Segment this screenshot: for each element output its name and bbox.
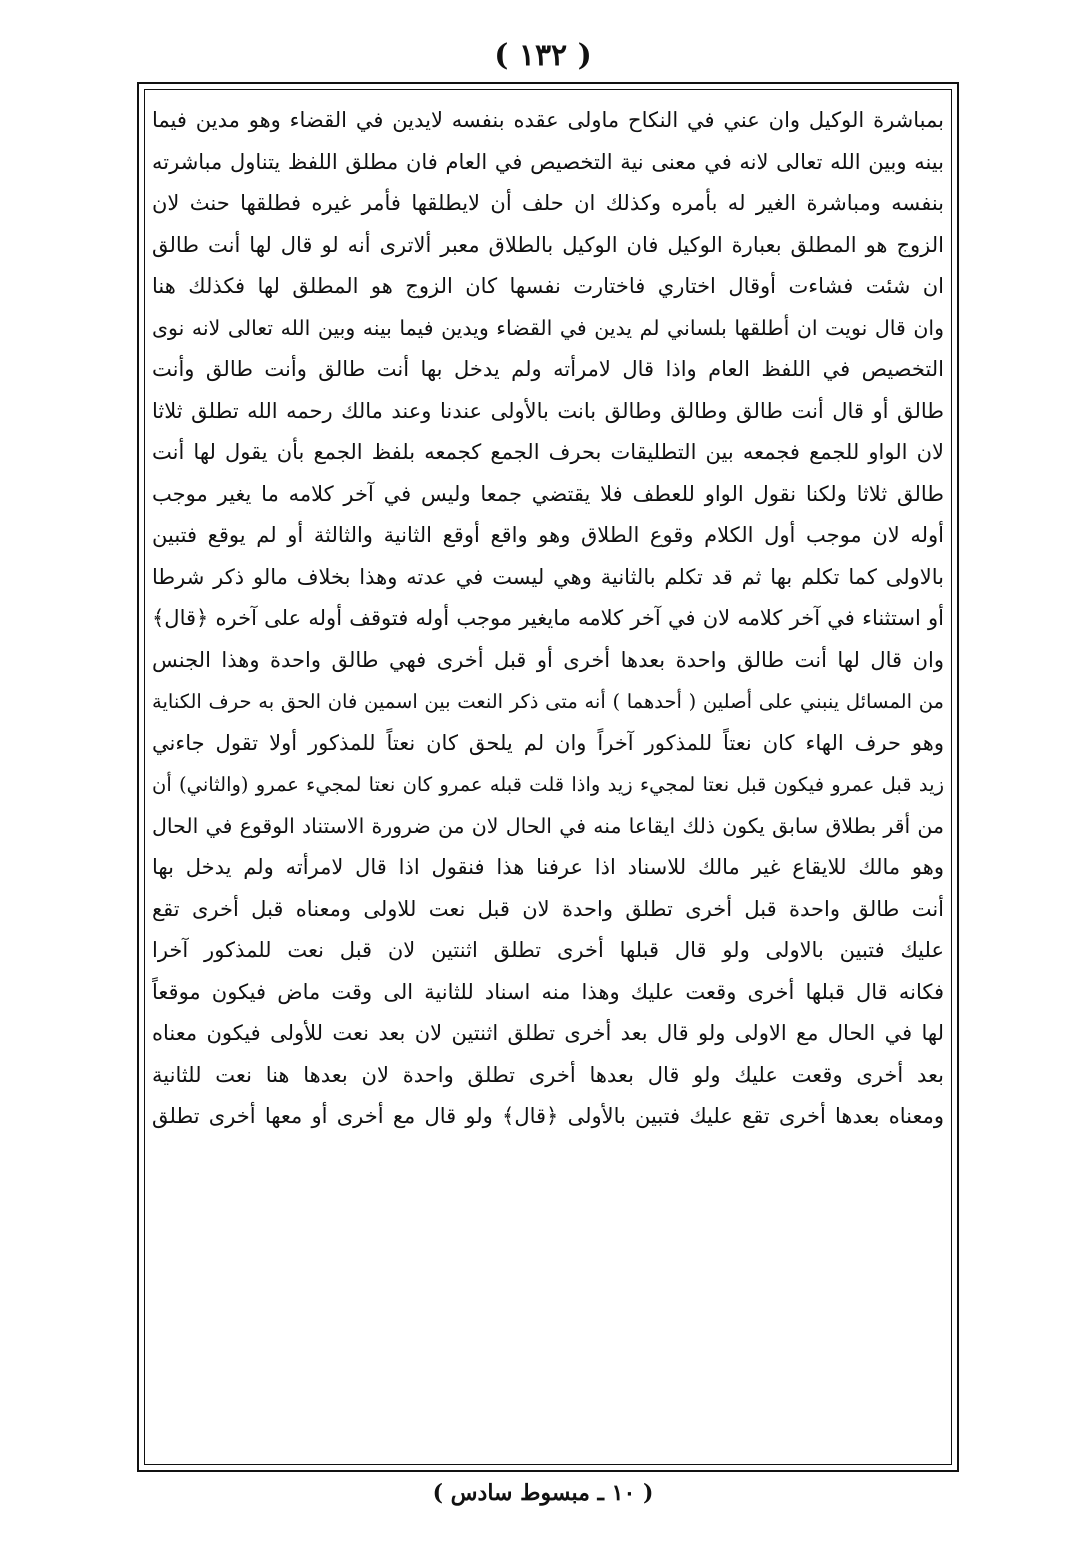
text-line: من أقر بطلاق سابق يكون ذلك ايقاعا منه في الحال لان من ضرورة الاستناد الوقوع في الحال	[152, 813, 944, 838]
text-line: وهو مالك للايقاع غير مالك للاسناد اذا عرفنا هذا فنقول اذا قال لامرأته ولم يدخل بها	[152, 855, 944, 879]
text-line: بالاولى كما تكلم بها ثم قد تكلم بالثانية وهي ليست في عدته وهذا بخلاف مالو ذكر شرطا	[152, 564, 944, 589]
text-line: بمباشرة الوكيل وان عني في النكاح ماولى عقده بنفسه لايدين في القضاء وهو مدين فيما	[152, 108, 944, 132]
text-line: فكانه قال قبلها أخرى وقعت عليك وهذا منه اسناد للثانية الى وقت ماض فيكون موقعاً	[152, 979, 944, 1004]
page-number: ( ١٣٢ )	[494, 38, 592, 73]
text-line: ان شئت فشاءت أوقال اختاري فاختارت نفسها كان الزوج هو المطلق لها فكذلك هنا	[152, 274, 944, 298]
text-line: من المسائل ينبني على أصلين ( أحدهما ) أنه متى ذكر النعت بين اسمين فان الحق به حرف الكناية	[152, 690, 944, 713]
text-line: أنت طالق واحدة قبل أخرى تطلق واحدة لان قبل نعت للاولى ومعناه قبل أخرى تقع	[152, 896, 944, 921]
text-line: طالق أو قال أنت طالق وطالق وطالق بانت بالأولى عندنا وعند مالك رحمه الله تطلق ثلاثا	[152, 398, 944, 423]
text-line: لان الواو للجمع فجمعه بين التطليقات بحرف الجمع كجمعه بلفظ الجمع بأن يقول لها أنت	[152, 440, 944, 464]
text-line: عليك فتبين بالاولى ولو قال قبلها أخرى تطلق اثنتين لان قبل نعت للمذكور آخرا	[152, 938, 944, 962]
text-line: أو استثناء في آخر كلامه لان في آخر كلامه مايغير موجب أوله فتوقف أوله على آخره ﴿قال﴾	[152, 606, 944, 630]
text-line: بعد أخرى وقعت عليك ولو قال بعدها أخرى تطلق واحدة لان بعدها هنا نعت للثانية	[152, 1062, 944, 1087]
text-line: وهو حرف الهاء كان نعتاً للمذكور آخراً وان لم يلحق كان نعتاً للمذكور أولا تقول جاءني	[152, 730, 944, 755]
text-line: التخصيص في اللفظ العام واذا قال لامرأته ولم يدخل بها أنت طالق وأنت طالق وأنت	[152, 357, 944, 381]
text-line: وان قال نويت ان أطلقها بلساني لم يدين في القضاء ويدين فيما بينه وبين الله تعالى لانه نوى	[152, 315, 944, 340]
page-footer: ( ١٠ ـ مبسوط سادس )	[432, 1480, 654, 1506]
text-line: بنفسه ومباشرة الغير له بأمره وكذلك ان حلف أن لايطلقها فأمر غيره فطلقها حنث لان	[152, 191, 944, 215]
text-line: طالق ثلاثا ولكنا نقول الواو للعطف فلا يقتضي جمعا وليس في آخر كلامه ما يغير موجب	[152, 481, 944, 506]
text-line: لها في الحال مع الاولى ولو قال بعد أخرى تطلق اثنتين لان بعد نعت للأولى فيكون معناه	[152, 1021, 944, 1045]
text-line: الزوج هو المطلق بعبارة الوكيل فان الوكيل بالطلاق معبر ألاترى أنه لو قال لها أنت طالق	[152, 232, 944, 257]
text-line: أوله لان موجب أول الكلام وقوع الطلاق وهو واقع أوقع الثانية والثالثة أو لم يوقع فتبين	[152, 523, 944, 547]
text-line: وان قال لها أنت طالق واحدة بعدها أخرى أو قبل أخرى فهي طالق واحدة وهذا الجنس	[152, 647, 944, 672]
text-line: بينه وبين الله تعالى لانه في معنى نية التخصيص في العام فان مطلق اللفظ يتناول مباشرته	[152, 149, 944, 174]
text-line: زيد قبل عمرو فيكون قبل نعتا لمجيء زيد واذا قلت قبله عمرو كان نعتا لمجيء عمرو (والثاني) أن	[152, 773, 944, 796]
text-line: ومعناه بعدها أخرى تقع عليك فتبين بالأولى ﴿قال﴾ ولو قال مع أخرى أو معها أخرى تطلق	[152, 1104, 944, 1128]
text-body	[152, 100, 944, 1458]
